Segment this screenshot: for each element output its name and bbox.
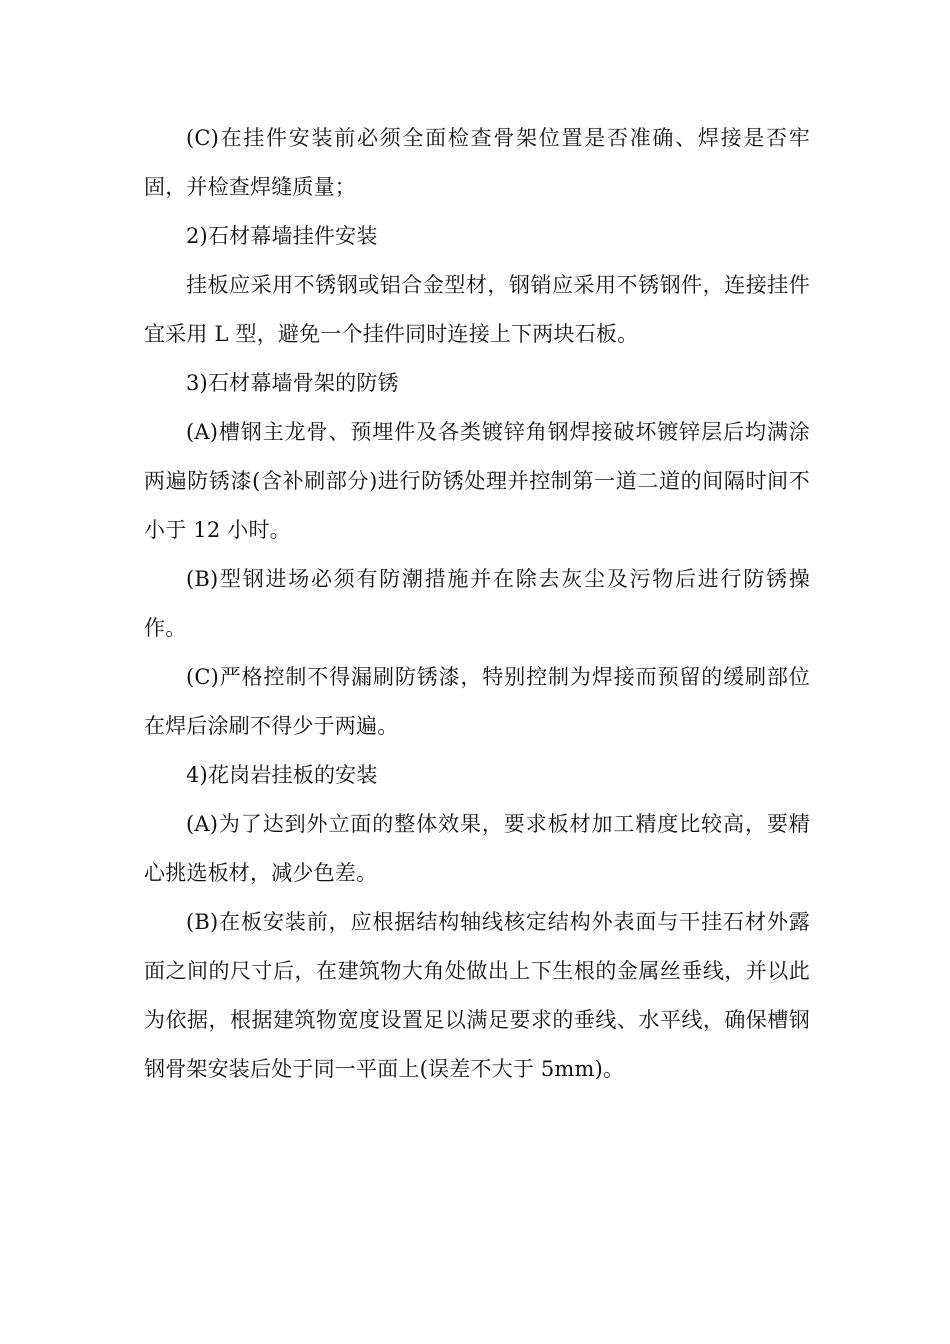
document-body	[144, 114, 810, 1094]
paragraph-anchor-material: 挂板应采用不锈钢或铝合金型材，钢销应采用不锈钢件，连接挂件宜采用 L 型，避免一个挂件同时连接上下两块石板。	[144, 273, 810, 346]
paragraph-rust-paint-c: (C)严格控制不得漏刷防锈漆，特别控制为焊接而预留的缓刷部位在焊后涂刷不得少于两遍。	[144, 665, 810, 738]
paragraph-granite-a: (A)为了达到外立面的整体效果，要求板材加工精度比较高，要精心挑选板材，减少色差。	[144, 812, 810, 885]
heading-frame-rust-prevention: 3)石材幕墙骨架的防锈	[186, 371, 399, 395]
paragraph-anchor-inspection: (C)在挂件安装前必须全面检查骨架位置是否准确、焊接是否牢固，并检查焊缝质量；	[144, 126, 810, 199]
paragraph-rust-paint-a: (A)槽钢主龙骨、预埋件及各类镀锌角钢焊接破坏镀锌层后均满涂两遍防锈漆(含补刷部分)进行防锈处理并控制第一道二道的间隔时间不小于 12 小时。	[144, 420, 810, 542]
paragraph-rust-paint-b: (B)型钢进场必须有防潮措施并在除去灰尘及污物后进行防锈操作。	[144, 567, 810, 640]
heading-stone-curtain-wall-anchor-installation: 2)石材幕墙挂件安装	[186, 224, 378, 248]
paragraph-granite-b: (B)在板安装前，应根据结构轴线核定结构外表面与干挂石材外露面之间的尺寸后，在建筑物大角处做出上下生根的金属丝垂线，并以此为依据，根据建筑物宽度设置足以满足要求的垂线、水平线，确保槽钢钢骨架安装后处于同一平面上(误差不大于 5mm)。	[144, 910, 810, 1081]
heading-granite-panel-installation: 4)花岗岩挂板的安装	[186, 763, 378, 787]
